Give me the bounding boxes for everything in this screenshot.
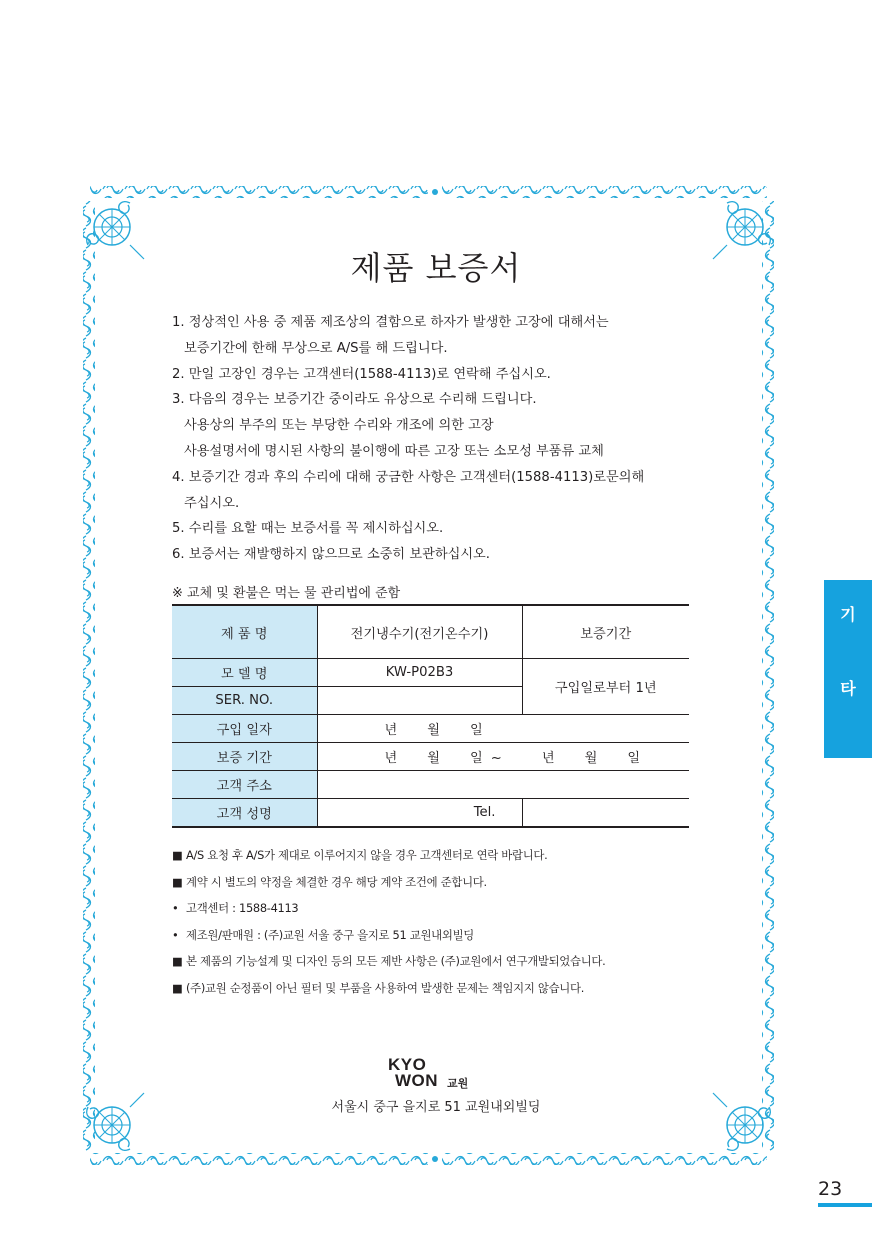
day-unit: 일 <box>470 723 483 738</box>
square-bullet-icon: ■ <box>172 954 183 968</box>
warranty-period-value: 구입일로부터 1년 <box>522 659 689 715</box>
notice-text: 계약 시 별도의 약정을 체결한 경우 해당 계약 조건에 준합니다. <box>186 874 487 889</box>
warranty-period-field[interactable] <box>317 743 689 771</box>
notice-text: A/S 요청 후 A/S가 제대로 이루어지지 않을 경우 고객센터로 연락 바랍니다. <box>186 848 548 862</box>
square-bullet-icon: ■ <box>172 874 183 889</box>
section-tab-etc[interactable] <box>824 580 872 758</box>
serial-label: SER. NO. <box>172 687 317 715</box>
day-unit: 일 <box>470 751 483 766</box>
company-address: 서울시 중구 을지로 51 교원내외빌딩 <box>331 1100 541 1115</box>
notice-item <box>172 975 605 1002</box>
clause-line: 사용설명서에 명시된 사항의 불이행에 따른 고장 또는 소모성 부품류 교체 <box>184 443 604 459</box>
model-label: 모 델 명 <box>172 659 317 687</box>
notice-item <box>172 948 605 975</box>
clause-line: 4. 보증기간 경과 후의 수리에 대해 궁금한 사항은 고객센터(1588-4113)로문의해 <box>172 469 645 485</box>
product-name-label: 제 품 명 <box>172 605 317 659</box>
kyowon-logo <box>388 1055 488 1091</box>
tel-label: Tel. <box>473 805 496 820</box>
serial-value-field[interactable] <box>317 687 522 715</box>
clause-line: 2. 만일 고장인 경우는 고객센터(1588-4113)로 연락해 주십시오. <box>172 366 551 382</box>
notice-item <box>172 842 605 869</box>
customer-name-label: 고객 성명 <box>172 799 317 828</box>
month-unit: 월 <box>427 751 440 766</box>
warranty-header: 보증기간 <box>522 605 689 659</box>
clause-line: 1. 정상적인 사용 중 제품 제조상의 결함으로 하자가 발생한 고장에 대해서는 <box>172 315 609 330</box>
logo-line2: WON <box>395 1071 439 1090</box>
range-tilde: ~ <box>490 751 502 766</box>
dot-bullet-icon: • <box>172 901 179 915</box>
clause-line: 사용상의 부주의 또는 부당한 수리와 개조에 의한 고장 <box>184 418 494 434</box>
logo-line1: KYO <box>388 1055 427 1074</box>
notice-item <box>172 895 605 922</box>
clause-line: 주십시오. <box>184 495 240 511</box>
page-number-underline <box>818 1203 872 1207</box>
product-name-value: 전기냉수기(전기온수기) <box>317 605 522 659</box>
month-unit: 월 <box>427 723 440 738</box>
dot-bullet-icon: • <box>172 927 179 942</box>
square-bullet-icon: ■ <box>172 980 183 995</box>
notice-item <box>172 869 605 896</box>
year-unit: 년 <box>384 751 398 766</box>
tab-char: 타 <box>840 679 856 698</box>
purchase-date-label: 구입 일자 <box>172 715 317 743</box>
exchange-refund-note: ※ 교체 및 환불은 먹는 물 관리법에 준함 <box>172 586 401 601</box>
customer-name-field[interactable] <box>317 799 522 828</box>
month-unit: 월 <box>584 751 598 766</box>
square-bullet-icon: ■ <box>172 848 183 862</box>
clause-line: 5. 수리를 요할 때는 보증서를 꼭 제시하십시오. <box>172 521 444 537</box>
year-unit: 년 <box>384 723 398 738</box>
notice-item <box>172 922 605 949</box>
notice-text: 본 제품의 기능설계 및 디자인 등의 모든 제반 사항은 (주)교원에서 연구개발되었습니다. <box>186 954 606 968</box>
warranty-period-label: 보증 기간 <box>172 743 317 771</box>
notice-text: 제조원/판매원 : (주)교원 서울 중구 을지로 51 교원내외빌딩 <box>186 927 474 942</box>
warranty-table <box>172 604 689 828</box>
clause-line: 3. 다음의 경우는 보증기간 중이라도 유상으로 수리해 드립니다. <box>172 392 537 408</box>
notice-text: 고객센터 : 1588-4113 <box>186 901 299 915</box>
clause-line: 보증기간에 한해 무상으로 A/S를 해 드립니다. <box>184 340 448 356</box>
customer-address-field[interactable] <box>317 771 689 799</box>
logo-korean: 교원 <box>447 1077 469 1090</box>
day-unit: 일 <box>627 751 641 766</box>
notice-text: (주)교원 순정품이 아닌 필터 및 부품을 사용하여 발생한 문제는 책임지지 않습니다. <box>186 980 585 995</box>
page-title: 제품 보증서 <box>350 249 522 287</box>
year-unit: 년 <box>541 751 555 766</box>
clause-line: 6. 보증서는 재발행하지 않으므로 소중히 보관하십시오. <box>172 547 490 563</box>
warranty-clauses <box>172 310 692 568</box>
model-value: KW-P02B3 <box>317 659 522 687</box>
customer-address-label: 고객 주소 <box>172 771 317 799</box>
page-number: 23 <box>818 1178 843 1200</box>
tel-field[interactable] <box>522 799 689 828</box>
purchase-date-field[interactable] <box>317 715 689 743</box>
notices-list <box>172 842 605 1001</box>
tab-char: 기 <box>840 605 856 624</box>
